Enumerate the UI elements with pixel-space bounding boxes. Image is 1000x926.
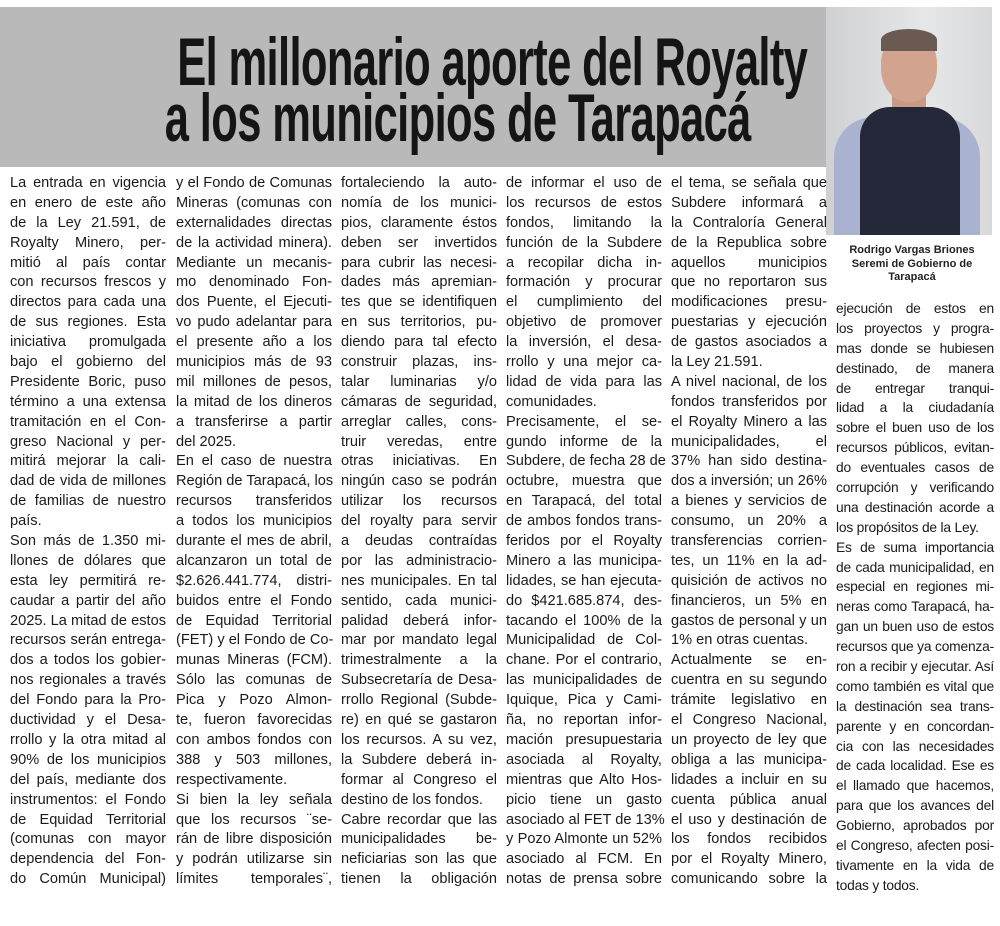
text-line: mil millones de pesos,: [176, 373, 332, 390]
text-line: los fondos recibidos: [671, 831, 827, 848]
text-line: el tema, se señala que: [671, 175, 827, 191]
text-line: otras iniciativas. En: [341, 453, 497, 470]
text-line: te, fueron favorecidas: [176, 712, 332, 729]
paragraph: [176, 452, 332, 790]
text-line: y podrán utilizarse sin: [176, 851, 332, 868]
text-line: Región de Tarapacá, los: [176, 473, 334, 490]
photo-vest: [860, 107, 960, 235]
text-line: municipalidades, el: [671, 433, 827, 450]
text-line: cuenta pública anual: [671, 791, 827, 808]
paragraph: [506, 174, 662, 413]
text-line: sentido, cada munici-: [341, 592, 497, 609]
text-line: trimestralmente a la: [341, 652, 497, 669]
text-line: la Contraloría General: [671, 214, 827, 231]
text-line: de cada municipalidad, en: [836, 559, 994, 575]
text-line: $2.626.441.774, distri-: [176, 572, 332, 589]
text-line: Es de suma importancia: [836, 539, 994, 555]
text-line: gan un buen uso de estos: [836, 619, 994, 635]
text-line: chane. Por el contrario,: [506, 652, 662, 669]
text-line: tes, un 11% en la ad-: [671, 552, 827, 569]
headline-line-2: [0, 80, 828, 156]
text-line: rán de libre disposición: [176, 831, 332, 848]
text-line: Iquique, Pica y Cami-: [506, 692, 662, 709]
text-line: de la Ley 21.591, de: [10, 214, 166, 231]
text-line: externalidades directas: [176, 214, 332, 231]
text-line: fondos transferidos por: [671, 393, 827, 410]
text-line: del royalty para servir: [341, 513, 497, 530]
text-line: con ambos fondos con: [176, 731, 332, 748]
text-line: cia con las necesidades: [836, 738, 994, 754]
text-line: diendo para tal efecto: [341, 334, 497, 351]
text-line: Subsecretaría de Desa-: [341, 672, 497, 689]
headline-text-2: a los municipios de Tarapacá: [164, 80, 751, 156]
text-line: especial en regiones mi-: [836, 579, 994, 595]
text-line: que no reportaron sus: [671, 274, 827, 291]
text-line: bajo el gobierno del: [10, 354, 166, 371]
text-line: nos regionales a través: [10, 672, 166, 689]
text-line: una destinación acorde a: [836, 499, 994, 515]
text-line: para cubrir las necesi-: [341, 254, 497, 271]
text-line: el presente año a los: [176, 334, 332, 351]
text-line: como también es vital que: [836, 678, 994, 694]
text-line: los propósitos de la Ley.: [836, 519, 979, 535]
text-line: consumo, un 20% a: [671, 513, 827, 530]
text-line: de informar el uso de: [506, 175, 662, 191]
text-line: truir veredas, entre: [341, 433, 497, 450]
paragraph: [176, 174, 332, 452]
text-line: cámaras de seguridad,: [341, 393, 497, 410]
text-line: Municipalidad de Col-: [506, 632, 662, 649]
text-line: greso Nacional y per-: [10, 433, 166, 450]
paragraph: [341, 174, 497, 811]
text-line: en sus territorios, pu-: [341, 314, 497, 331]
text-line: ningún caso se podrán: [341, 473, 497, 490]
text-line: el llamado que hacemos,: [836, 778, 994, 794]
text-line: con recursos frescos y: [10, 274, 166, 291]
text-line: neras como Tarapacá, ha-: [836, 599, 994, 615]
text-line: durante el mes de abril,: [176, 533, 332, 550]
text-line: transferencias corrien-: [671, 533, 827, 550]
text-line: municipalidades be-: [341, 831, 497, 848]
text-line: lidades a incluir en su: [671, 771, 827, 788]
text-line: aquellos municipios: [671, 254, 827, 271]
text-line: re) en qué se gastaron: [341, 712, 497, 729]
text-line: lidad de vida para las: [506, 373, 662, 390]
text-line: de entregar tranqui-: [836, 380, 994, 396]
text-line: 2025. La mitad de estos: [10, 612, 166, 629]
text-line: destino de los fondos.: [341, 791, 483, 808]
text-line: rrollo y una mejor ca-: [506, 354, 662, 371]
text-line: talar luminarias y/o: [341, 373, 497, 390]
text-line: do Común Municipal): [10, 871, 166, 888]
text-line: municipios más de 93: [176, 354, 332, 371]
text-line: Son más de 1.350 mi-: [10, 533, 166, 550]
text-line: ron a recibir y ejecutar. Así: [836, 659, 994, 675]
text-line: caudar a partir del año: [10, 592, 166, 609]
text-line: palidad deberá infor-: [341, 612, 497, 629]
text-line: obliga a las municipa-: [671, 751, 827, 768]
text-line: la Ley 21.591.: [671, 354, 763, 371]
text-line: en enero de este año: [10, 194, 166, 211]
text-line: la inversión, el desa-: [506, 334, 662, 351]
text-line: tacando el 100% de la: [506, 612, 662, 629]
text-line: a bienes y servicios de: [671, 493, 827, 510]
text-line: directos para cada una: [10, 294, 166, 311]
article-column-5: [671, 174, 827, 890]
text-line: sobre el buen uso de los: [836, 420, 994, 436]
text-line: dos a inversión; un 26%: [671, 473, 827, 490]
text-line: Subdere, de fecha 28 de: [506, 453, 666, 470]
text-line: ña, no reportan infor-: [506, 712, 662, 729]
text-line: de sus regiones. Esta: [10, 314, 166, 331]
photo-caption: [826, 244, 998, 285]
text-line: do eventuales casos de: [836, 460, 994, 476]
text-line: y el Fondo de Comunas: [176, 175, 332, 191]
paragraph: [176, 791, 332, 890]
text-line: asociado al FET de 13%: [506, 811, 665, 828]
text-line: 37% han sido destina-: [671, 453, 827, 470]
text-line: gundo informe de la: [506, 433, 662, 450]
text-line: mo denominado Fon-: [176, 274, 332, 291]
text-line: término a una extensa: [10, 393, 166, 410]
text-line: el Congreso Nacional,: [671, 712, 827, 729]
text-line: que los recursos ¨se-: [176, 811, 332, 828]
text-line: mitió al país contar: [10, 254, 166, 271]
article-column-3: [341, 174, 497, 890]
text-line: nomía de los munici-: [341, 194, 497, 211]
text-line: vo pudo adelantar para: [176, 314, 332, 331]
text-line: corrupción y verificando: [836, 480, 994, 496]
text-line: Mediante un mecanis-: [176, 254, 332, 271]
text-line: dependencia del Fon-: [10, 851, 166, 868]
text-line: la Subdere deberá in-: [341, 751, 497, 768]
text-line: 388 y 503 millones,: [176, 751, 332, 768]
text-line: de Equidad Territorial: [176, 612, 332, 629]
text-line: la mitad de los dineros: [176, 393, 332, 410]
text-line: construir plazas, ins-: [341, 354, 497, 371]
text-line: Subdere informará a: [671, 194, 827, 211]
article-column-4: [506, 174, 666, 890]
text-line: a transferirse a partir: [176, 413, 332, 430]
paragraph: [10, 532, 166, 890]
text-line: lidad a la ciudadanía: [836, 400, 994, 416]
text-line: Presidente Boric, puso: [10, 373, 166, 390]
paragraph: [836, 299, 994, 538]
text-line: tramitación en el Con-: [10, 413, 166, 430]
text-line: ductividad y el Desa-: [10, 712, 166, 729]
text-line: trámite legislativo en: [671, 692, 827, 709]
text-line: por el Royalty Minero,: [671, 851, 827, 868]
text-line: destinado, de manera: [836, 360, 994, 376]
text-line: asociada al Royalty,: [506, 751, 662, 768]
text-line: modificaciones presu-: [671, 294, 827, 311]
text-line: asociado al FCM. En: [506, 851, 662, 868]
text-line: todas y todos.: [836, 877, 920, 893]
text-line: iniciativa promulgada: [10, 334, 166, 351]
text-line: cuentra en su segundo: [671, 672, 827, 689]
text-line: a todos los municipios: [176, 513, 332, 530]
text-line: alcanzaron un total de: [176, 552, 332, 569]
text-line: esta ley permitirá re-: [10, 572, 166, 589]
text-line: el Royalty Minero a las: [671, 413, 827, 430]
text-line: del país, mediante dos: [10, 771, 166, 788]
text-line: recursos que ya comenza-: [836, 639, 994, 655]
text-line: llones de dólares que: [10, 552, 166, 569]
text-line: comunidades.: [506, 393, 597, 410]
text-line: picio tiene un gasto: [506, 791, 662, 808]
text-line: formar al Congreso el: [341, 771, 497, 788]
text-line: Sólo las comunas de: [176, 672, 332, 689]
text-line: por las administracio-: [341, 552, 497, 569]
text-line: límites temporales¨,: [176, 871, 332, 888]
text-line: para que los avances del: [836, 798, 994, 814]
text-line: país.: [10, 513, 42, 530]
text-line: Pica y Pozo Almon-: [176, 692, 332, 709]
text-line: utilizar los recursos: [341, 493, 497, 510]
text-line: nes municipales. En tal: [341, 572, 497, 589]
paragraph: [10, 174, 166, 532]
text-line: recursos serán entrega-: [10, 632, 166, 649]
text-line: quisición de activos no: [671, 572, 827, 589]
text-line: las municipalidades de: [506, 672, 662, 689]
text-line: rrollo Regional (Subde-: [341, 692, 497, 709]
text-line: dades más apremian-: [341, 274, 497, 291]
article-column-2: [176, 174, 332, 890]
text-line: de cada localidad. Ese es: [836, 758, 994, 774]
text-line: buidos entre el Fondo: [176, 592, 332, 609]
text-line: En el caso de nuestra: [176, 453, 332, 470]
text-line: dos a todos los gobier-: [10, 652, 166, 669]
paragraph: [836, 538, 994, 896]
headline-text-1: El millonario aporte del Royalty: [177, 24, 808, 100]
paragraph: [341, 811, 497, 891]
text-line: el cumplimiento del: [506, 294, 662, 311]
text-line: formación y procurar: [506, 274, 662, 291]
text-line: gastos de personal y un: [671, 612, 827, 629]
text-line: tienen la obligación: [341, 871, 497, 888]
text-line: de Equidad Territorial: [10, 811, 166, 828]
text-line: Gobierno, aprobados por: [836, 818, 994, 834]
text-line: dad de vida de millones: [10, 473, 166, 490]
text-line: la destinación sea trans-: [836, 698, 994, 714]
text-line: los recursos de estos: [506, 194, 662, 211]
text-line: recursos públicos, evitan-: [836, 440, 994, 456]
text-line: recursos transferidos: [176, 493, 332, 510]
text-line: (comunas con mayor: [10, 831, 166, 848]
article-column-6: [836, 299, 994, 896]
text-line: fortaleciendo la auto-: [341, 175, 497, 191]
text-line: arreglar calles, cons-: [341, 413, 497, 430]
text-line: objetivo de promover: [506, 314, 662, 331]
text-line: función de la Subdere: [506, 234, 662, 251]
text-line: 1% en otras cuentas.: [671, 632, 809, 649]
text-line: de gastos asociados a: [671, 334, 827, 351]
text-line: de familias de nuestro: [10, 493, 166, 510]
text-line: feridos por el Royalty: [506, 533, 662, 550]
text-line: munas Mineras (FCM).: [176, 652, 332, 669]
text-line: de la Republica sobre: [671, 234, 827, 251]
text-line: 90% de los municipios: [10, 751, 166, 768]
text-line: mientras que Alto Hos-: [506, 771, 662, 788]
text-line: Cabre recordar que las: [341, 811, 497, 828]
text-line: neficiarias son las que: [341, 851, 497, 868]
text-line: y Pozo Almonte un 52%: [506, 831, 662, 848]
text-line: respectivamente.: [176, 771, 288, 788]
caption-role-2: Tarapacá: [888, 271, 936, 283]
text-line: (FET) y el Fondo de Co-: [176, 632, 334, 649]
paragraph: [671, 174, 827, 373]
text-line: fondos, limitando la: [506, 214, 662, 231]
text-line: mación presupuestaria: [506, 731, 662, 748]
text-line: Minero a las municipa-: [506, 552, 662, 569]
paragraph: [671, 373, 827, 651]
text-line: Si bien la ley señala: [176, 791, 332, 808]
text-line: comunicando sobre la: [671, 871, 827, 888]
caption-name: Rodrigo Vargas Briones: [849, 244, 975, 256]
text-line: del 2025.: [176, 433, 237, 450]
text-line: ejecución de estos en: [836, 301, 994, 316]
text-line: do $421.685.874, des-: [506, 592, 662, 609]
text-line: lidades, se han ejecuta-: [506, 572, 662, 589]
caption-role-1: Seremi de Gobierno de: [851, 257, 973, 270]
text-line: Actualmente se en-: [671, 652, 827, 669]
text-line: Mineras (comunas con: [176, 194, 332, 211]
text-line: pios, claramente éstos: [341, 214, 497, 231]
text-line: parente y en concordan-: [836, 718, 994, 734]
text-line: La entrada en vigencia: [10, 175, 166, 191]
text-line: un proyecto de ley que: [671, 731, 827, 748]
text-line: notas de prensa sobre: [506, 871, 662, 888]
text-line: financieros, un 5% en: [671, 592, 827, 609]
text-line: rrollo y la otra mitad al: [10, 731, 166, 748]
text-line: a recopilar dicha in-: [506, 254, 662, 271]
text-line: a deudas contraídas: [341, 533, 497, 550]
text-line: los recursos. A su vez,: [341, 731, 497, 748]
text-line: el Congreso, afecten posi-: [836, 838, 994, 854]
text-line: de ambos fondos trans-: [506, 513, 662, 530]
text-line: puestarias y ejecución: [671, 314, 827, 331]
text-line: en Tarapacá, del total: [506, 493, 662, 510]
text-line: mitirá mejorar la cali-: [10, 453, 166, 470]
text-line: octubre, muestra que: [506, 473, 662, 490]
text-line: Royalty Minero, per-: [10, 234, 166, 251]
text-line: de la actividad minera).: [176, 234, 332, 251]
text-line: del Fondo para la Pro-: [10, 692, 166, 709]
text-line: dos Puente, el Ejecuti-: [176, 294, 332, 311]
text-line: mar por mandato legal: [341, 632, 497, 649]
portrait-photo: [826, 7, 992, 235]
text-line: Precisamente, el se-: [506, 413, 662, 430]
article-column-1: [10, 174, 166, 890]
photo-hair: [881, 29, 937, 51]
text-line: tes que se identifiquen: [341, 294, 497, 311]
paragraph: [506, 413, 666, 890]
paragraph: [671, 651, 827, 890]
text-line: los proyectos y progra-: [836, 320, 994, 336]
text-line: el uso y destinación de: [671, 811, 827, 828]
text-line: tivamente en la vida de: [836, 857, 994, 873]
text-line: deben ser invertidos: [341, 234, 497, 251]
text-line: A nivel nacional, de los: [671, 373, 827, 390]
text-line: instrumentos: el Fondo: [10, 791, 166, 808]
text-line: mas donde se hubiesen: [836, 340, 994, 356]
